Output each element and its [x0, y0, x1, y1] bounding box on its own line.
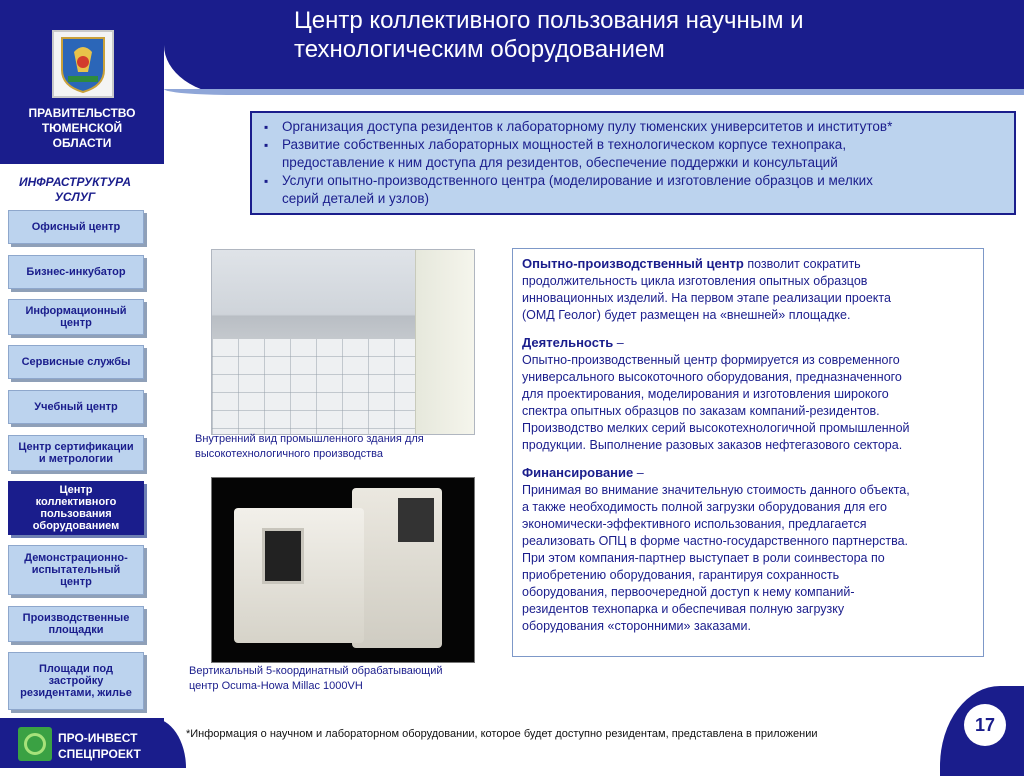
sidebar	[0, 0, 164, 768]
nav-business-incubator[interactable]: Бизнес-инкубатор	[8, 255, 144, 289]
bullet-item: ▪ Услуги опытно-производственного центра (моделирование и изготовление образцов и мелких серий деталей и узлов)	[264, 172, 1004, 208]
description-box: Опытно-производственный центр позволит сократить продолжительность цикла изготовления опытных образцов инновационных изделий. На первом этапе реализации проекта (ОМД Геолог) будет размещен на «внешней» площадке. Деятельность – Опытно-производственный центр формируется из современного универсального высокоточного оборудования, предназначенного для проектирования, моделирования и изготовления широкого спектра опытных образцов по заказам компаний-резидентов. Производство мелких серий высокотехнологичной промышленной продукции. Выполнение разовых заказов нефтегазового сектора. Финансирование – Принимая во внимание значительную стоимость данного объекта, а также необходимость полной загрузки оборудования для его экономически-эффективного использования, предлагается реализовать ОПЦ в форме частно-государственного партнерства. При этом компания-партнер выступает в роли соинвестора по приобретению оборудования, гарантируя сохранность оборудования, первоочередной доступ к нему компаний- резидентов технопарка и обеспечивая полную загрузку оборудования «сторонними» заказами.	[512, 248, 984, 657]
coat-of-arms-icon	[52, 30, 114, 98]
company-logo-icon	[18, 727, 52, 761]
machining-center-photo	[211, 477, 475, 663]
page-number: 17	[964, 704, 1006, 746]
nav-resident-construction-areas[interactable]: Площади под застройку резидентами, жилье	[8, 652, 144, 710]
nav-demo-testing-center[interactable]: Демонстрационно- испытательный центр	[8, 545, 144, 595]
activity-heading: Деятельность –	[522, 335, 624, 350]
nav-office-center[interactable]: Офисный центр	[8, 210, 144, 244]
nav-shared-equipment-center[interactable]: Центр коллективного пользования оборудованием	[8, 481, 144, 535]
page-title: Центр коллективного пользования научным и технологическим оборудованием	[294, 7, 804, 63]
photo-caption-2: Вертикальный 5-координатный обрабатывающий центр Ocuma-Howa Millac 1000VH	[189, 665, 443, 692]
industrial-interior-photo	[211, 249, 475, 435]
intro-paragraph: Опытно-производственный центр позволит сократить	[522, 256, 861, 271]
bullet-item: ▪ Развитие собственных лабораторных мощностей в технологическом корпусе технопрака, предоставление к ним доступа для резидентов, обеспечение поддержки и консультаций	[264, 136, 1004, 172]
nav-production-sites[interactable]: Производственные площадки	[8, 606, 144, 642]
company-name: ПРО-ИНВЕСТ СПЕЦПРОЕКТ	[58, 731, 141, 761]
photo-caption-1: Внутренний вид промышленного здания для высокотехнологичного производства	[195, 433, 424, 460]
government-name: ПРАВИТЕЛЬСТВО ТЮМЕНСКОЙ ОБЛАСТИ	[28, 106, 136, 150]
footnote: *Информация о научном и лабораторном оборудовании, которое будет доступно резидентам, представлена в приложении	[186, 728, 818, 740]
section-heading: ИНФРАСТРУКТУРА УСЛУГ	[18, 175, 132, 204]
nav-certification-center[interactable]: Центр сертификации и метрологии	[8, 435, 144, 471]
services-summary-box	[250, 111, 1016, 215]
nav-information-center[interactable]: Информационный центр	[8, 299, 144, 335]
bullet-item: ▪ Организация доступа резидентов к лабораторному пулу тюменских университетов и институтов*	[264, 118, 1004, 136]
nav-training-center[interactable]: Учебный центр	[8, 390, 144, 424]
nav-service-departments[interactable]: Сервисные службы	[8, 345, 144, 379]
financing-heading: Финансирование –	[522, 465, 644, 480]
